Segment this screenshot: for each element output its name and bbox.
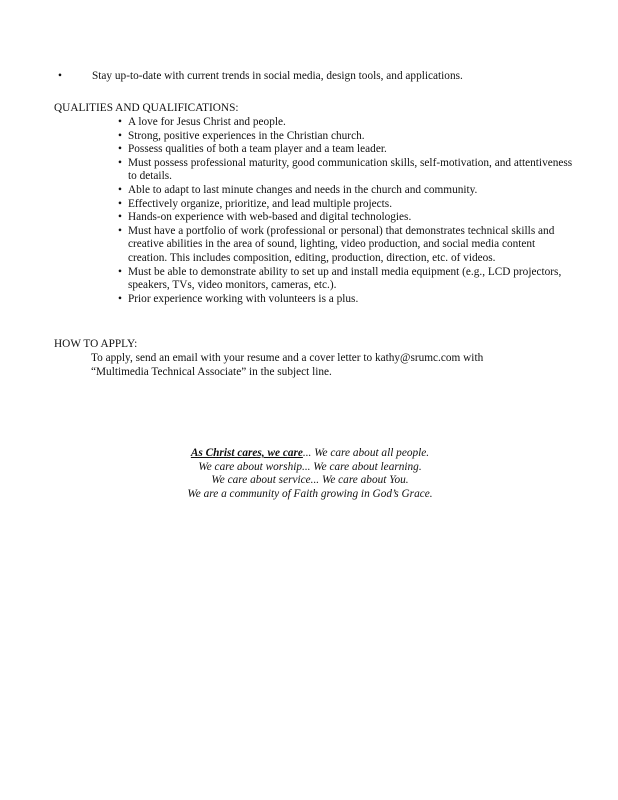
closing-line-4: We are a community of Faith growing in God’s Grace.: [187, 487, 433, 500]
list-item-text: Strong, positive experiences in the Christian church.: [128, 129, 365, 142]
list-item: [54, 70, 574, 84]
top-bullet-list: [54, 70, 574, 84]
bullet-icon: •: [118, 224, 122, 237]
bullet-icon: •: [118, 143, 122, 156]
list-item-text: Must possess professional maturity, good communication skills, self-motivation, and attentiveness to details.: [128, 156, 573, 183]
bullet-icon: •: [118, 265, 122, 278]
list-item: [114, 116, 574, 130]
list-item-text: Hands-on experience with web-based and digital technologies.: [128, 211, 412, 224]
bullet-icon: •: [118, 211, 122, 224]
how-to-apply-heading: HOW TO APPLY:: [54, 338, 138, 350]
closing-lead: As Christ cares, we care: [190, 447, 303, 459]
bullet-icon: •: [118, 129, 122, 142]
closing-line-3: We care about service... We care about You.: [211, 474, 409, 487]
list-item: [114, 293, 574, 307]
closing-statement: [120, 447, 500, 501]
list-item-text: Able to adapt to last minute changes and needs in the church and community.: [128, 183, 478, 196]
bullet-icon: •: [58, 70, 62, 82]
apply-subject-line: “Multimedia Technical Associate” in the subject line.: [91, 365, 332, 378]
bullet-icon: •: [118, 183, 122, 196]
list-item: [114, 266, 574, 293]
bullet-icon: •: [118, 197, 122, 210]
list-item: [114, 130, 574, 144]
how-to-apply-body: [91, 352, 551, 379]
list-item-text: Effectively organize, prioritize, and lead multiple projects.: [128, 197, 393, 210]
list-item-text: Possess qualities of both a team player and a team leader.: [128, 143, 387, 156]
list-item: [114, 198, 574, 212]
list-item-text: Must have a portfolio of work (professional or personal) that demonstrates technical skills and creative abilities in the area of sound, lighting, video production, and social media content creation. This includes composition, editing, production, direction, etc. of videos.: [128, 224, 555, 264]
apply-instructions-line: To apply, send an email with your resume and a cover letter to kathy@srumc.com with: [91, 352, 484, 364]
list-item: [114, 143, 574, 157]
bullet-icon: •: [118, 292, 122, 305]
list-item: [114, 184, 574, 198]
closing-line-1: [120, 447, 500, 461]
list-item: [114, 225, 574, 266]
closing-line-2: We care about worship... We care about learning.: [198, 460, 422, 473]
closing-line-1-rest: ... We care about all people.: [302, 447, 430, 459]
bullet-icon: •: [118, 116, 122, 128]
qualifications-heading: QUALITIES AND QUALIFICATIONS:: [54, 102, 239, 114]
list-item-text: Prior experience working with volunteers is a plus.: [128, 292, 359, 305]
list-item-text: Must be able to demonstrate ability to set up and install media equipment (e.g., LCD projectors, speakers, TVs, video monitors, cameras, etc.).: [128, 265, 562, 292]
qualifications-list: [114, 116, 574, 306]
list-item-text: Stay up-to-date with current trends in social media, design tools, and applications.: [92, 70, 463, 82]
bullet-icon: •: [118, 156, 122, 169]
list-item-text: A love for Jesus Christ and people.: [128, 116, 286, 128]
list-item: [114, 211, 574, 225]
list-item: [114, 157, 574, 184]
